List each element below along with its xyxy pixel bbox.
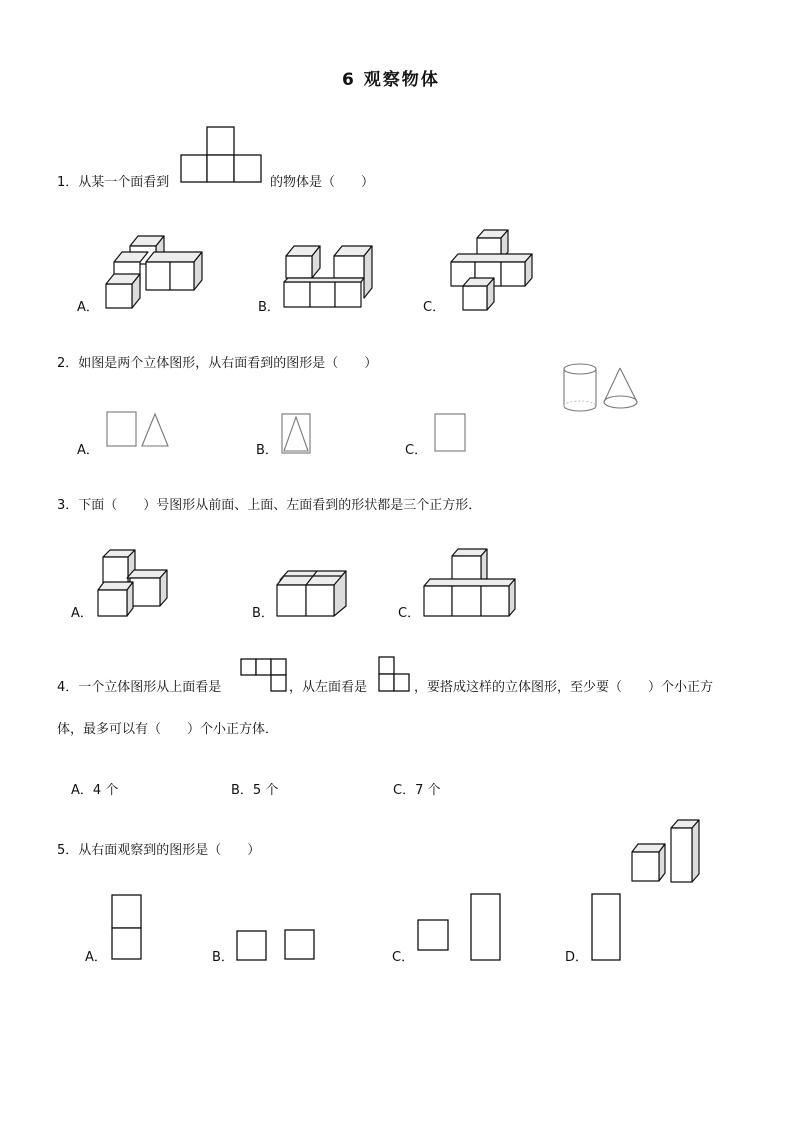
- q5-question-text: 5．从右面观察到的图形是（ ）: [57, 843, 261, 858]
- q1-option-c-label[interactable]: C．: [423, 300, 446, 315]
- q2-question-text: 2．如图是两个立体图形，从右面看到的图形是（ ）: [57, 356, 378, 371]
- q4-top-view-figure: [240, 658, 288, 694]
- q2-cylinder-and-cone-figure: [558, 360, 644, 416]
- q3-option-c-figure[interactable]: [421, 546, 519, 620]
- q3-option-b-figure[interactable]: [274, 568, 354, 620]
- q3-option-c-label[interactable]: C．: [398, 606, 421, 621]
- q3-option-b-label[interactable]: B．: [252, 606, 274, 621]
- q1-option-a-figure[interactable]: [104, 234, 204, 310]
- q4-text-part2: ，从左面看是: [289, 680, 368, 695]
- q5-option-d-label[interactable]: D．: [565, 950, 589, 965]
- q2-option-c-figure[interactable]: [432, 412, 468, 454]
- q1-suffix: 的物体是（ ）: [270, 175, 375, 190]
- q4-option-a[interactable]: A．4 个: [71, 783, 119, 798]
- q5-option-a-label[interactable]: A．: [85, 950, 107, 965]
- q3-option-a-label[interactable]: A．: [71, 606, 93, 621]
- q1-option-a-label[interactable]: A．: [77, 300, 99, 315]
- q5-option-d-figure[interactable]: [589, 891, 623, 963]
- q3-question-text: 3．下面（ ）号图形从前面、上面、左面看到的形状都是三个正方形．: [57, 498, 482, 513]
- q4-option-b[interactable]: B．5 个: [231, 783, 279, 798]
- q2-option-b-figure[interactable]: [280, 412, 314, 456]
- q4-text-line2: 体，最多可以有（ ）个小正方体．: [57, 722, 279, 737]
- page-title: 6 观察物体: [342, 70, 440, 90]
- q2-option-b-label[interactable]: B．: [256, 443, 278, 458]
- q2-option-a-label[interactable]: A．: [77, 443, 99, 458]
- q1-option-c-figure[interactable]: [446, 228, 538, 312]
- q3-option-a-figure[interactable]: [93, 548, 173, 620]
- q4-option-c[interactable]: C．7 个: [393, 783, 441, 798]
- q1-option-b-label[interactable]: B．: [258, 300, 280, 315]
- q1-prefix: 1．从某一个面看到: [57, 175, 170, 190]
- q1-front-view-figure: [180, 126, 264, 184]
- q5-option-c-figure[interactable]: [415, 891, 505, 963]
- q2-option-c-label[interactable]: C．: [405, 443, 428, 458]
- q4-text-part3: ，要搭成这样的立体图形，至少要（ ）个小正方: [414, 680, 714, 695]
- q5-option-b-figure[interactable]: [234, 928, 318, 964]
- q4-text-part1: 4．一个立体图形从上面看是: [57, 680, 222, 695]
- q4-left-view-figure: [378, 656, 414, 694]
- q5-option-c-label[interactable]: C．: [392, 950, 415, 965]
- q5-option-b-label[interactable]: B．: [212, 950, 234, 965]
- q5-option-a-figure[interactable]: [110, 893, 144, 963]
- q1-option-b-figure[interactable]: [282, 242, 378, 310]
- q2-option-a-figure[interactable]: [104, 408, 174, 456]
- q5-solids-figure: [628, 818, 704, 886]
